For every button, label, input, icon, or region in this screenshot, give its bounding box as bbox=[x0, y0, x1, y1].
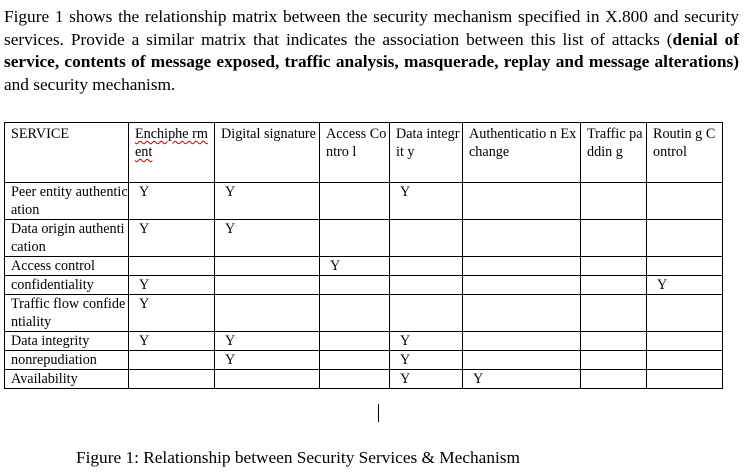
table-cell bbox=[463, 276, 581, 295]
paragraph-attack-list: denial of service, contents of message exposed, traffic analysis, masquerade, replay and message alterations) bbox=[4, 29, 739, 71]
table-cell: Y bbox=[320, 257, 390, 276]
row-service-label: Data integrity bbox=[5, 332, 129, 351]
row-service-label: Availability bbox=[5, 370, 129, 389]
table-cell bbox=[463, 295, 581, 332]
table-cell bbox=[215, 370, 320, 389]
table-cell bbox=[647, 295, 723, 332]
row-service-label: confidentiality bbox=[5, 276, 129, 295]
header-digital-signature: Digital signature bbox=[215, 123, 320, 183]
table-cell bbox=[129, 351, 215, 370]
table-cell: Y bbox=[129, 220, 215, 257]
table-cell bbox=[581, 257, 647, 276]
table-cell: Y bbox=[215, 220, 320, 257]
table-cell: Y bbox=[463, 370, 581, 389]
table-cell bbox=[647, 183, 723, 220]
table-cell: Y bbox=[215, 183, 320, 220]
table-cell: Y bbox=[647, 276, 723, 295]
header-routing-control: Routin g Control bbox=[647, 123, 723, 183]
assignment-paragraph bbox=[4, 6, 739, 96]
row-service-label: Traffic flow confidentiality bbox=[5, 295, 129, 332]
table-cell bbox=[320, 370, 390, 389]
table-cell bbox=[320, 295, 390, 332]
table-cell bbox=[215, 295, 320, 332]
table-cell bbox=[463, 332, 581, 351]
table-row bbox=[5, 370, 723, 389]
table-cell bbox=[320, 332, 390, 351]
table-cell: Y bbox=[129, 295, 215, 332]
table-cell: Y bbox=[129, 183, 215, 220]
header-service: SERVICE bbox=[5, 123, 129, 183]
table-cell bbox=[320, 351, 390, 370]
table-cell bbox=[581, 351, 647, 370]
table-cell bbox=[647, 370, 723, 389]
header-row bbox=[5, 123, 723, 183]
table-cell bbox=[647, 257, 723, 276]
row-service-label: Access control bbox=[5, 257, 129, 276]
table-cell: Y bbox=[390, 183, 463, 220]
table-cell bbox=[320, 183, 390, 220]
table-cell bbox=[390, 220, 463, 257]
text-cursor bbox=[378, 404, 379, 422]
security-matrix-table bbox=[4, 122, 723, 389]
table-cell: Y bbox=[129, 332, 215, 351]
table-cell bbox=[581, 370, 647, 389]
table-cell bbox=[647, 351, 723, 370]
table-cell bbox=[463, 220, 581, 257]
figure-caption: Figure 1: Relationship between Security Services & Mechanism bbox=[76, 448, 520, 467]
table-row bbox=[5, 183, 723, 220]
row-service-label: nonrepudiation bbox=[5, 351, 129, 370]
table-cell bbox=[215, 276, 320, 295]
table-cell bbox=[463, 351, 581, 370]
table-cell bbox=[129, 370, 215, 389]
table-cell bbox=[320, 220, 390, 257]
table-cell bbox=[581, 183, 647, 220]
paragraph-outro: and security mechanism. bbox=[4, 74, 176, 94]
table-cell bbox=[463, 183, 581, 220]
table-cell bbox=[390, 276, 463, 295]
header-data-integrity: Data integrit y bbox=[390, 123, 463, 183]
table-cell bbox=[581, 276, 647, 295]
table-cell bbox=[581, 332, 647, 351]
paragraph-intro: Figure 1 shows the relationship matrix between the security mechanism specified in X.800 and security services. Provide a similar matrix that indicates the association between this list of attacks ( bbox=[4, 7, 739, 49]
table-row bbox=[5, 276, 723, 295]
row-service-label: Data origin authentication bbox=[5, 220, 129, 257]
table-cell bbox=[463, 257, 581, 276]
table-cell: Y bbox=[129, 276, 215, 295]
table-cell bbox=[390, 295, 463, 332]
table-cell bbox=[129, 257, 215, 276]
table-row bbox=[5, 257, 723, 276]
table-cell bbox=[581, 220, 647, 257]
table-cell: Y bbox=[390, 351, 463, 370]
table-row bbox=[5, 295, 723, 332]
table-cell bbox=[215, 257, 320, 276]
header-authentication-exchange: Authenticatio n Exchange bbox=[463, 123, 581, 183]
header-access-control: Access Contro l bbox=[320, 123, 390, 183]
table-row bbox=[5, 220, 723, 257]
table-cell: Y bbox=[390, 332, 463, 351]
table-cell bbox=[320, 276, 390, 295]
header-traffic-padding: Traffic paddin g bbox=[581, 123, 647, 183]
table-cell bbox=[647, 332, 723, 351]
table-row bbox=[5, 332, 723, 351]
table-cell bbox=[647, 220, 723, 257]
table-cell: Y bbox=[215, 332, 320, 351]
table-cell: Y bbox=[215, 351, 320, 370]
table-cell bbox=[390, 257, 463, 276]
table-cell bbox=[581, 295, 647, 332]
row-service-label: Peer entity authentication bbox=[5, 183, 129, 220]
table-row bbox=[5, 351, 723, 370]
table-cell: Y bbox=[390, 370, 463, 389]
header-encipherment: Enchiphe rment bbox=[129, 123, 215, 183]
